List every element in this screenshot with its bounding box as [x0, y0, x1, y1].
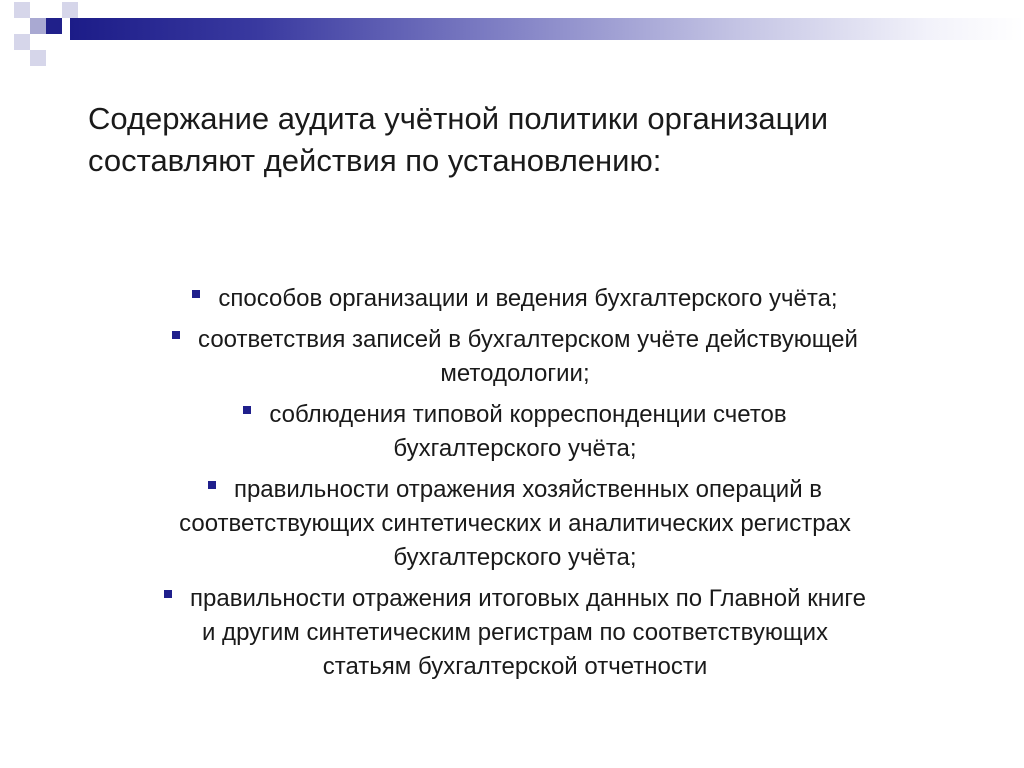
list-item-text: статьям бухгалтерской отчетности	[322, 653, 708, 680]
list-item-text: и другим синтетическим регистрам по соответствующих	[201, 619, 828, 646]
square-bullet-icon	[192, 290, 200, 298]
slide-title	[88, 98, 948, 182]
decor-square-icon	[14, 2, 30, 18]
title-line: Содержание аудита учётной политики организации	[88, 101, 829, 136]
decor-square-icon	[62, 2, 78, 18]
decor-square-icon	[46, 18, 62, 34]
decor-square-icon	[30, 18, 46, 34]
list-item-text: соответствия записей в бухгалтерском учёте действующей	[198, 326, 858, 353]
list-item	[60, 398, 970, 466]
list-item-text: соответствующих синтетических и аналитических регистрах	[179, 510, 851, 537]
square-bullet-icon	[164, 590, 172, 598]
list-item	[60, 582, 970, 684]
square-bullet-icon	[208, 481, 216, 489]
list-item-text: правильности отражения итоговых данных по Главной книге	[190, 585, 866, 612]
decor-square-icon	[30, 50, 46, 66]
list-item	[60, 323, 970, 391]
bullet-list	[60, 282, 970, 691]
list-item	[60, 473, 970, 575]
list-item-text: бухгалтерского учёта;	[393, 544, 637, 571]
list-item-text: способов организации и ведения бухгалтерского учёта;	[218, 285, 838, 312]
list-item-text: бухгалтерского учёта;	[393, 435, 637, 462]
square-bullet-icon	[243, 406, 251, 414]
list-item	[60, 282, 970, 316]
title-line: составляют действия по установлению:	[88, 143, 662, 178]
list-item-text: соблюдения типовой корреспонденции счетов	[269, 401, 787, 428]
decor-square-icon	[14, 34, 30, 50]
square-bullet-icon	[172, 331, 180, 339]
list-item-text: правильности отражения хозяйственных операций в	[233, 476, 823, 503]
header-gradient-bar	[70, 18, 1024, 40]
list-item-text: методологии;	[440, 360, 590, 387]
